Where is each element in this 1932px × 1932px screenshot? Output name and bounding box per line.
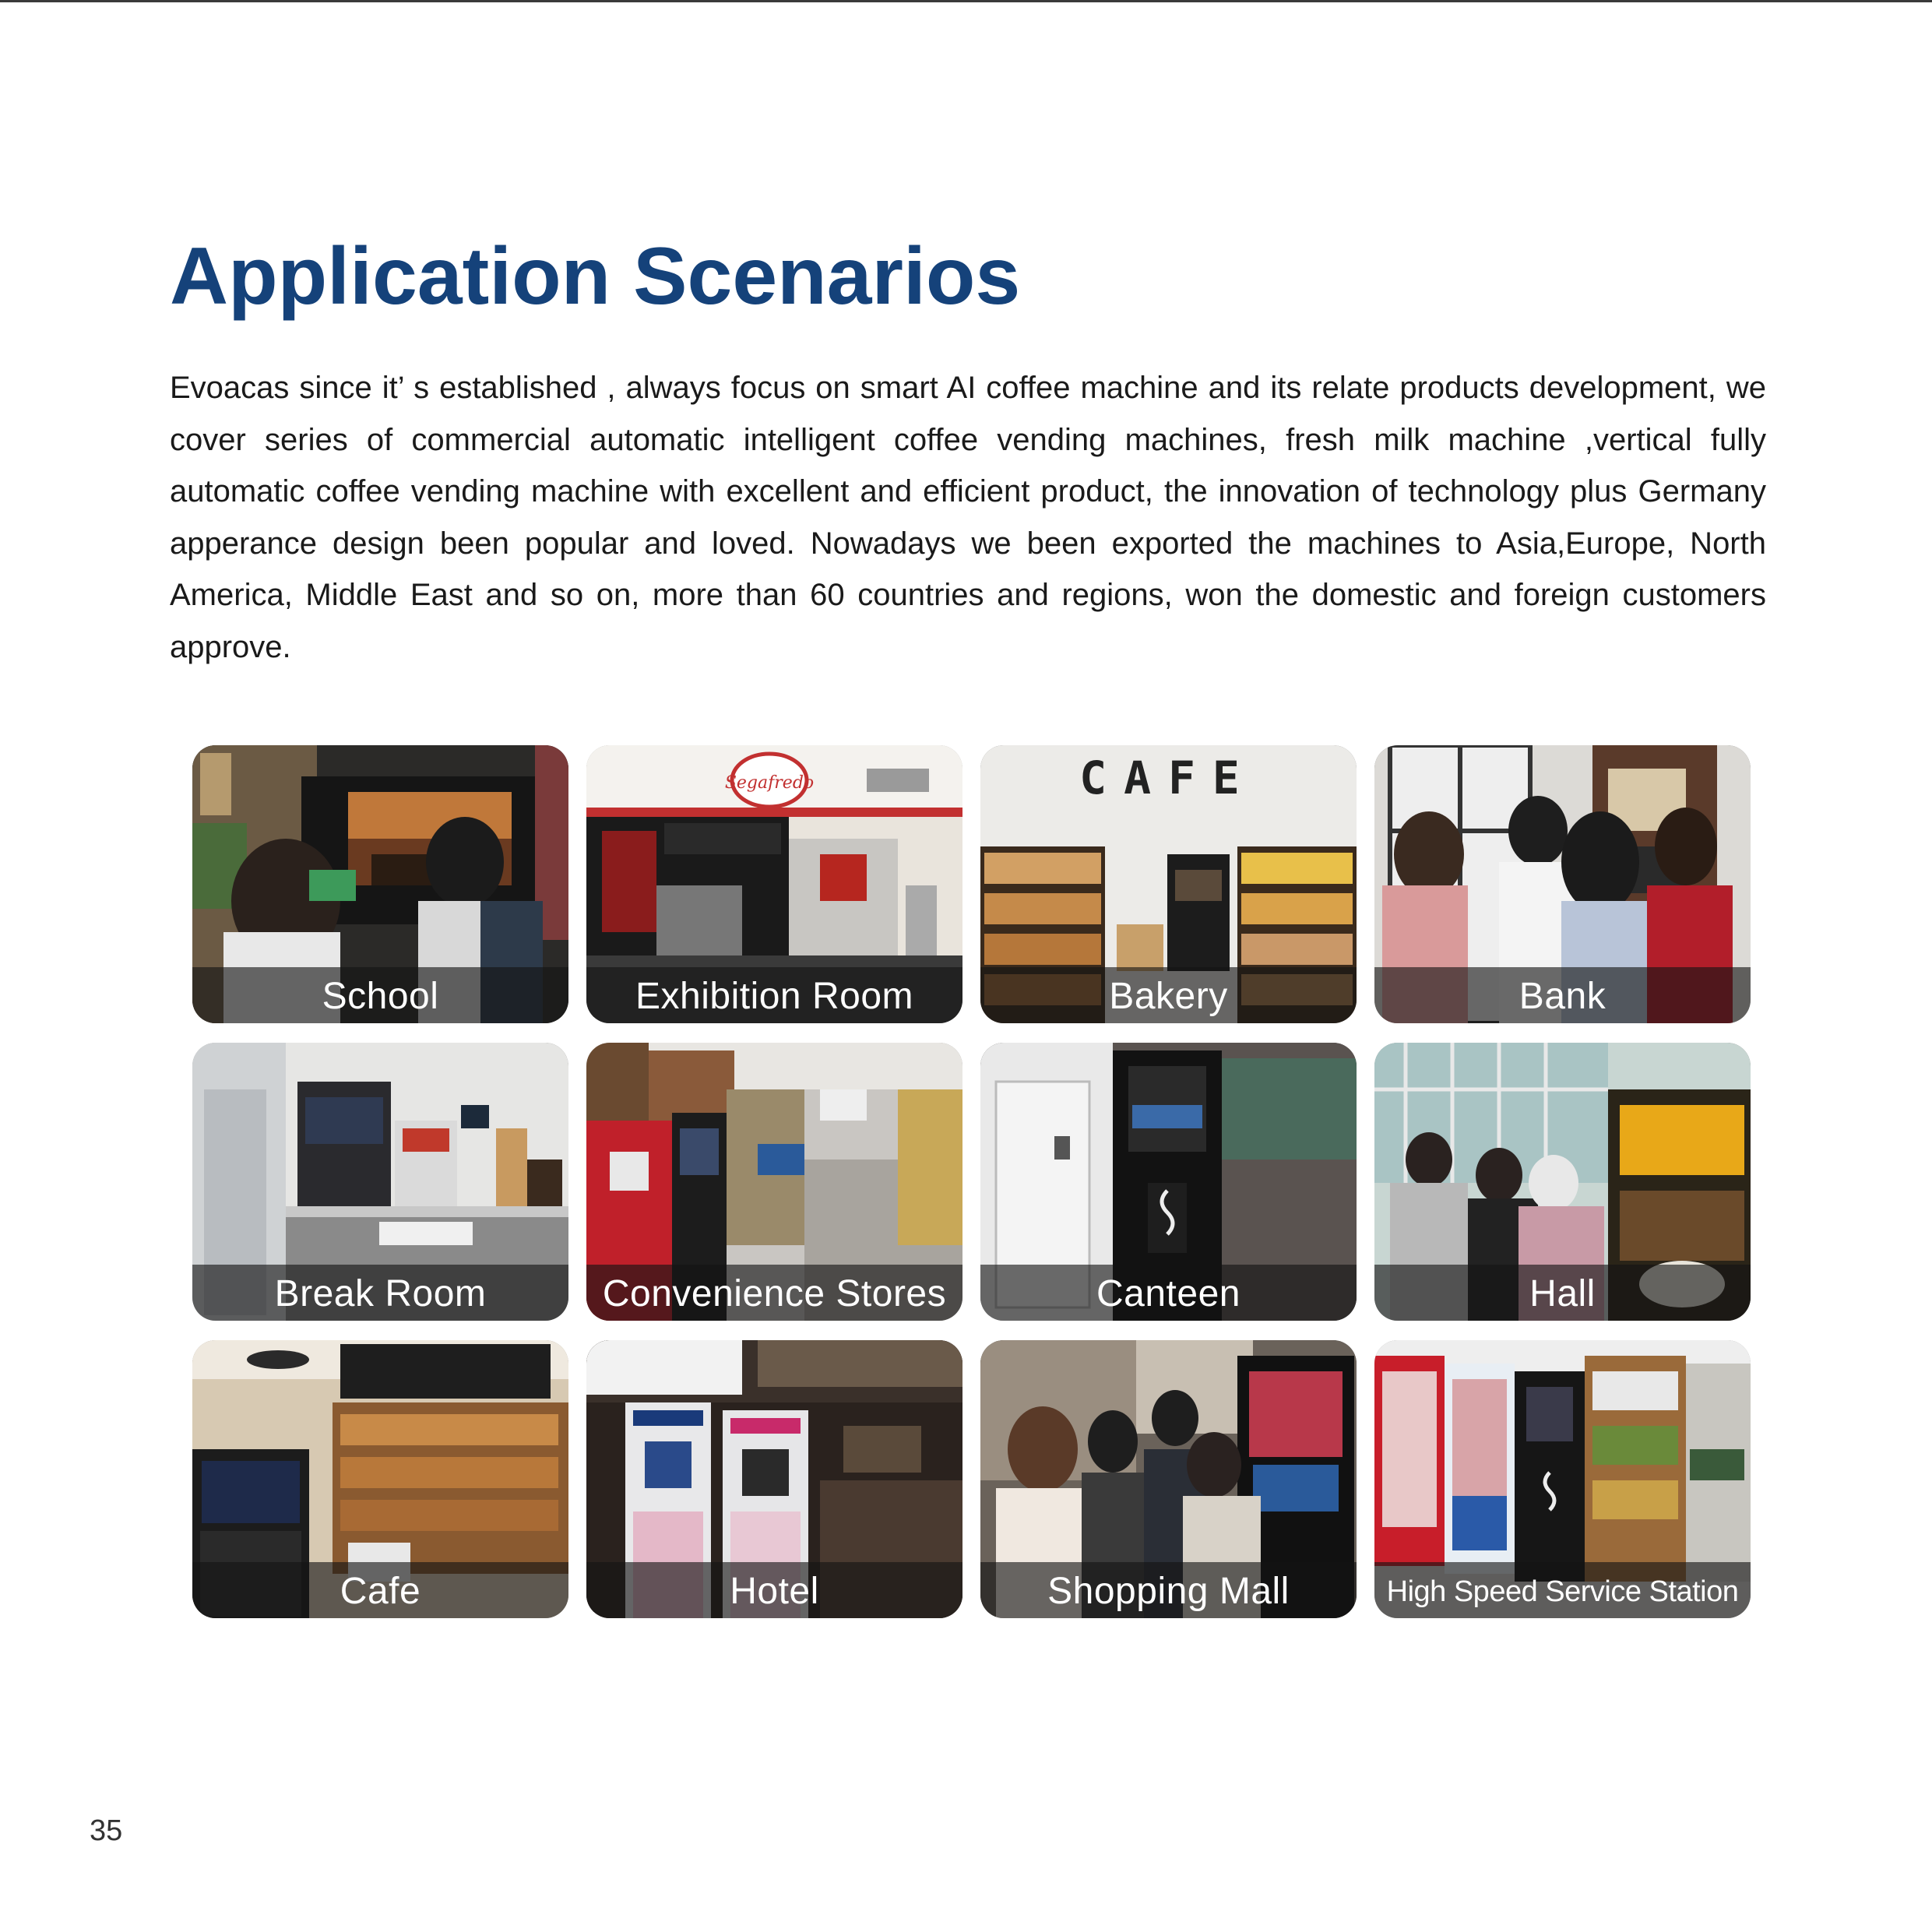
scenario-label: Hotel [730, 1571, 819, 1612]
exhibition-sign: Segafredo [724, 773, 815, 793]
scenario-grid [192, 745, 1751, 1618]
page-number: 35 [90, 1814, 123, 1847]
scenario-tile-bank [1374, 745, 1751, 1023]
scenario-label: School [322, 976, 439, 1017]
scenario-tile-exhibition-room [586, 745, 962, 1023]
scenario-tile-school [192, 745, 568, 1023]
scenario-tile-shopping-mall [980, 1340, 1357, 1618]
scenario-tile-canteen [980, 1043, 1357, 1321]
scenario-tile-cafe [192, 1340, 568, 1618]
cafe-sign: CAFE [1079, 751, 1257, 804]
scenario-label: Bank [1519, 976, 1606, 1017]
scenario-label: Shopping Mall [1047, 1571, 1290, 1612]
scenario-label: Cafe [340, 1571, 421, 1612]
scenario-tile-hall [1374, 1043, 1751, 1321]
top-rule [0, 0, 1932, 2]
scenario-tile-high-speed-service-station [1374, 1340, 1751, 1618]
scenario-label: Convenience Stores [602, 1273, 947, 1314]
scenario-tile-hotel [586, 1340, 962, 1618]
scenario-label: Exhibition Room [635, 976, 913, 1017]
scenario-tile-break-room [192, 1043, 568, 1321]
page-title: Application Scenarios [170, 231, 1021, 322]
scenario-tile-bakery [980, 745, 1357, 1023]
scenario-label: Canteen [1096, 1273, 1240, 1314]
scenario-label: Hall [1529, 1273, 1596, 1314]
scenario-label: High Speed Service Station [1386, 1575, 1739, 1608]
scenario-label: Break Room [274, 1273, 487, 1314]
scenario-tile-convenience-stores [586, 1043, 962, 1321]
scenario-label: Bakery [1109, 976, 1228, 1017]
intro-paragraph: Evoacas since it’ s established , always focus on smart AI coffee machine and its relate products development, we cover series of commercial automatic intelligent coffee vending machines, fresh milk machine ,vertical fully automatic coffee vending machine with excellent and efficient product, the innovation of technology plus Germany apperance design been popular and loved. Nowadays we been exported the machines to Asia,Europe, North America, Middle East and so on, more than 60 countries and regions, won the domestic and foreign customers approve. [170, 371, 1766, 664]
